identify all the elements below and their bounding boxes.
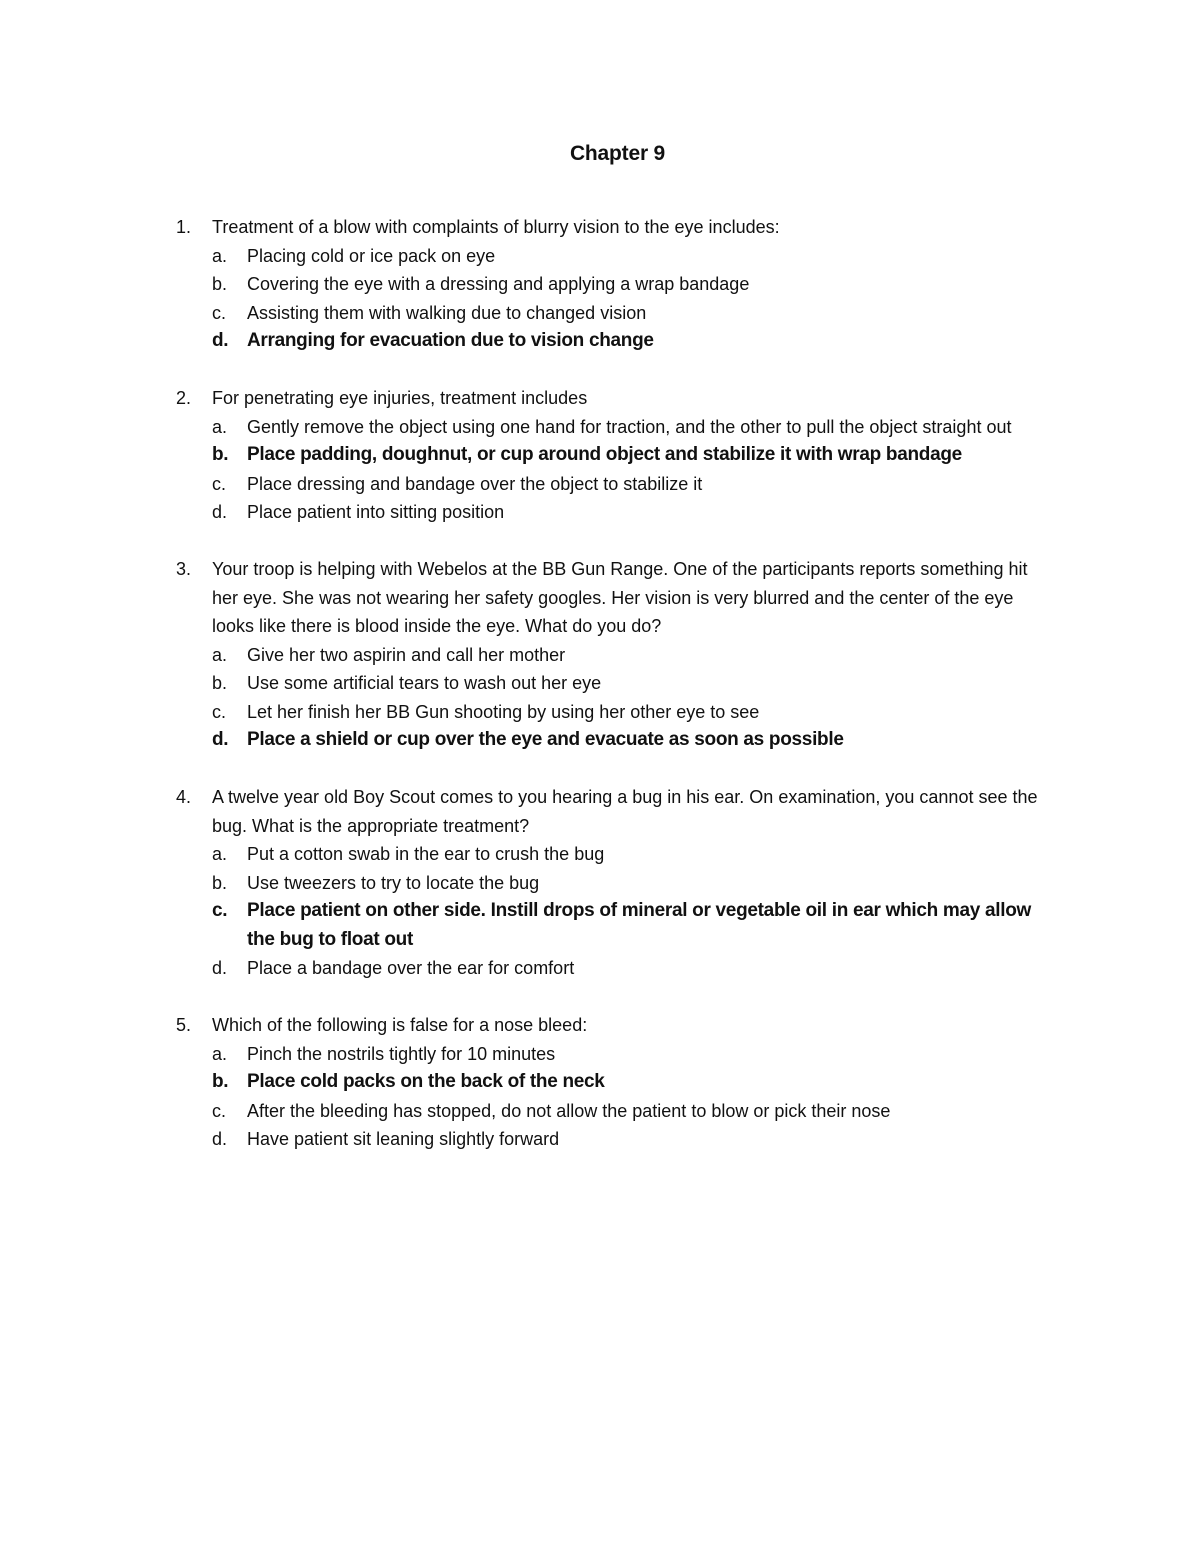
question-stem — [0, 555, 1054, 641]
question-text: A twelve year old Boy Scout comes to you hearing a bug in his ear. On examination, you cannot see the bug. What is the appropriate treatment? — [212, 787, 1038, 836]
option-text: Covering the eye with a dressing and applying a wrap bandage — [247, 274, 750, 294]
answer-option-correct — [0, 327, 1062, 356]
option-letter: c. — [212, 701, 227, 722]
page-title: Chapter 9 — [569, 142, 666, 165]
question-number: 5. — [176, 1015, 192, 1035]
question-stem — [0, 384, 1054, 413]
question-number: 3. — [176, 559, 192, 579]
option-text: Give her two aspirin and call her mother — [247, 644, 566, 665]
option-text: Place dressing and bandage over the object to stabilize it — [247, 473, 703, 494]
option-letter: c. — [212, 1100, 227, 1121]
answer-option — [0, 470, 1062, 499]
question-stem — [0, 783, 1054, 840]
option-letter: c. — [212, 302, 227, 323]
question-1 — [0, 213, 1200, 356]
option-letter: b. — [212, 872, 228, 893]
option-text: Put a cotton swab in the ear to crush the bug — [247, 844, 605, 864]
answer-option-correct — [0, 441, 1062, 470]
question-number: 4. — [176, 787, 192, 807]
option-letter: c. — [212, 900, 228, 921]
answer-option — [0, 1040, 1062, 1069]
option-letter: a. — [212, 644, 228, 665]
question-number: 1. — [176, 217, 192, 237]
answer-option — [0, 270, 1062, 299]
question-number: 2. — [176, 388, 192, 408]
answer-option — [0, 869, 1062, 898]
option-text: Have patient sit leaning slightly forward — [247, 1129, 560, 1149]
option-text: Let her finish her BB Gun shooting by using her other eye to see — [247, 701, 760, 722]
option-letter: b. — [212, 444, 229, 465]
question-2 — [0, 384, 1200, 527]
option-text: Place patient into sitting position — [247, 502, 505, 522]
option-letter: a. — [212, 416, 228, 437]
option-text: Gently remove the object using one hand for traction, and the other to pull the object straight out — [247, 416, 1012, 437]
question-list — [0, 213, 1200, 1182]
answer-option-correct — [0, 897, 1062, 954]
option-letter: b. — [212, 1071, 229, 1092]
option-letter: b. — [212, 274, 228, 294]
option-text: Assisting them with walking due to changed vision — [247, 302, 647, 323]
option-letter: b. — [212, 673, 228, 693]
option-letter: d. — [212, 330, 229, 351]
option-text: After the bleeding has stopped, do not allow the patient to blow or pick their nose — [247, 1100, 891, 1121]
option-letter: d. — [212, 1129, 228, 1149]
option-text: Use some artificial tears to wash out her eye — [247, 673, 602, 693]
option-letter: a. — [212, 245, 228, 266]
option-letter: d. — [212, 958, 228, 978]
answer-option — [0, 498, 1062, 527]
option-text: Place a bandage over the ear for comfort — [247, 958, 575, 978]
option-text: Place padding, doughnut, or cup around object and stabilize it with wrap bandage — [247, 444, 962, 465]
answer-option — [0, 698, 1062, 727]
option-text: Placing cold or ice pack on eye — [247, 245, 496, 266]
answer-option — [0, 840, 1062, 869]
option-letter: a. — [212, 1043, 228, 1064]
question-text: Which of the following is false for a nose bleed: — [212, 1015, 588, 1035]
answer-option-correct — [0, 1068, 1062, 1097]
option-text: Use tweezers to try to locate the bug — [247, 872, 540, 893]
answer-option — [0, 1125, 1062, 1154]
answer-option — [0, 641, 1062, 670]
option-text: Place a shield or cup over the eye and evacuate as soon as possible — [247, 729, 844, 750]
option-text: Place cold packs on the back of the neck — [247, 1071, 605, 1092]
question-stem — [0, 213, 1054, 242]
answer-option-correct — [0, 726, 1062, 755]
question-text: Treatment of a blow with complaints of blurry vision to the eye includes: — [212, 217, 780, 237]
option-letter: d. — [212, 729, 229, 750]
answer-option — [0, 954, 1062, 983]
question-4 — [0, 783, 1200, 983]
option-text: Place patient on other side. Instill drops of mineral or vegetable oil in ear which may allow the bug to float out — [247, 900, 1032, 950]
question-text: For penetrating eye injuries, treatment includes — [212, 388, 588, 408]
option-letter: a. — [212, 844, 228, 864]
question-text: Your troop is helping with Webelos at the BB Gun Range. One of the participants reports something hit her eye. She was not wearing her safety googles. Her vision is very blurred and the center of the eye looks like there is blood inside the eye. What do you do? — [212, 559, 1028, 636]
answer-option — [0, 299, 1062, 328]
question-5 — [0, 1011, 1200, 1154]
option-text: Arranging for evacuation due to vision change — [247, 330, 654, 351]
answer-option — [0, 669, 1062, 698]
option-text: Pinch the nostrils tightly for 10 minutes — [247, 1043, 556, 1064]
option-letter: d. — [212, 502, 228, 522]
question-stem — [0, 1011, 1054, 1040]
answer-option — [0, 413, 1062, 442]
question-3 — [0, 555, 1200, 755]
answer-option — [0, 1097, 1062, 1126]
answer-option — [0, 242, 1062, 271]
option-letter: c. — [212, 473, 227, 494]
